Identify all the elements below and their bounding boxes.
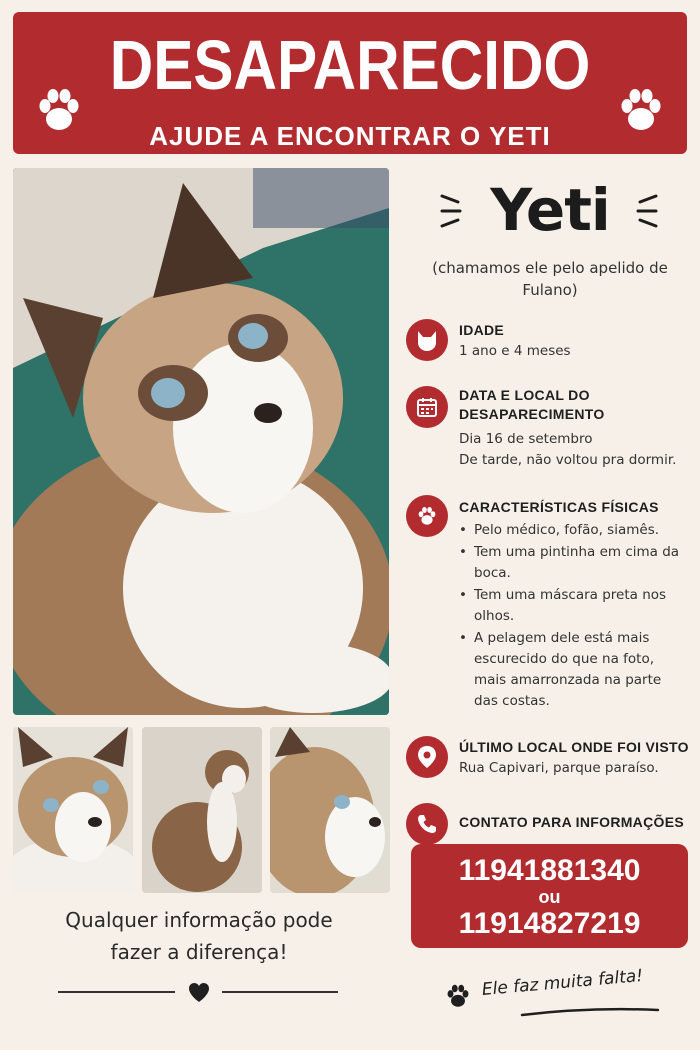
- phone-separator: ou: [538, 887, 561, 907]
- cat-thumbnail-1: [13, 727, 133, 893]
- miss-text: Ele faz muita falta!: [481, 965, 644, 1000]
- last-seen-title: ÚLTIMO LOCAL ONDE FOI VISTO: [459, 739, 689, 755]
- features-title: CARACTERÍSTICAS FÍSICAS: [459, 499, 659, 515]
- list-item: • Tem uma máscara preta nos olhos.: [459, 585, 689, 627]
- pet-nickname: (chamamos ele pelo apelido de Fulano): [432, 259, 668, 299]
- list-item: • A pelagem dele está mais escurecido do que na foto, mais amarronzada na parte das costas.: [459, 628, 689, 712]
- paw-icon: [613, 82, 669, 138]
- underline-stroke: [520, 1007, 660, 1017]
- page-subtitle: AJUDE A ENCONTRAR O YETI: [149, 121, 551, 151]
- features-list: [459, 520, 689, 713]
- pet-name: Yeti: [490, 176, 610, 244]
- date-title-line1: DATA E LOCAL DO: [459, 387, 590, 403]
- sparkle-lines-right: [632, 190, 660, 230]
- list-item: • Tem uma pintinha em cima da boca.: [459, 542, 689, 584]
- footer-quote: [30, 904, 368, 968]
- list-item: • Pelo médico, fofão, siamês.: [459, 520, 689, 541]
- page-title: DESAPARECIDO: [109, 26, 591, 104]
- divider-left: [58, 991, 175, 993]
- phone-number-1[interactable]: 11941881340: [458, 854, 641, 887]
- date-title-line2: DESAPARECIMENTO: [459, 406, 605, 422]
- main-cat-photo: [13, 168, 389, 715]
- date-line1: Dia 16 de setembro: [459, 431, 593, 447]
- paw-icon: [406, 495, 448, 537]
- divider-right: [222, 991, 338, 993]
- age-title: IDADE: [459, 322, 505, 338]
- quote-line-1: Qualquer informação pode: [65, 908, 333, 932]
- pet-name-block: [420, 176, 680, 256]
- quote-line-2: fazer a diferença!: [110, 940, 288, 964]
- cat-thumbnail-3: [270, 727, 390, 893]
- paw-icon: [443, 981, 473, 1011]
- location-pin-icon: [406, 736, 448, 778]
- phone-icon: [406, 803, 448, 845]
- age-value: 1 ano e 4 meses: [459, 343, 571, 359]
- cat-thumbnail-2: [142, 727, 262, 893]
- phone-box: [411, 844, 688, 948]
- contact-title: CONTATO PARA INFORMAÇÕES: [459, 814, 684, 830]
- date-line2: De tarde, não voltou pra dormir.: [459, 452, 677, 468]
- header-banner: [13, 12, 687, 154]
- phone-number-2[interactable]: 11914827219: [458, 907, 641, 940]
- calendar-icon: [406, 386, 448, 428]
- last-seen-value: Rua Capivari, parque paraíso.: [459, 760, 659, 776]
- heart-icon: [187, 981, 211, 1003]
- cat-icon: [406, 319, 448, 361]
